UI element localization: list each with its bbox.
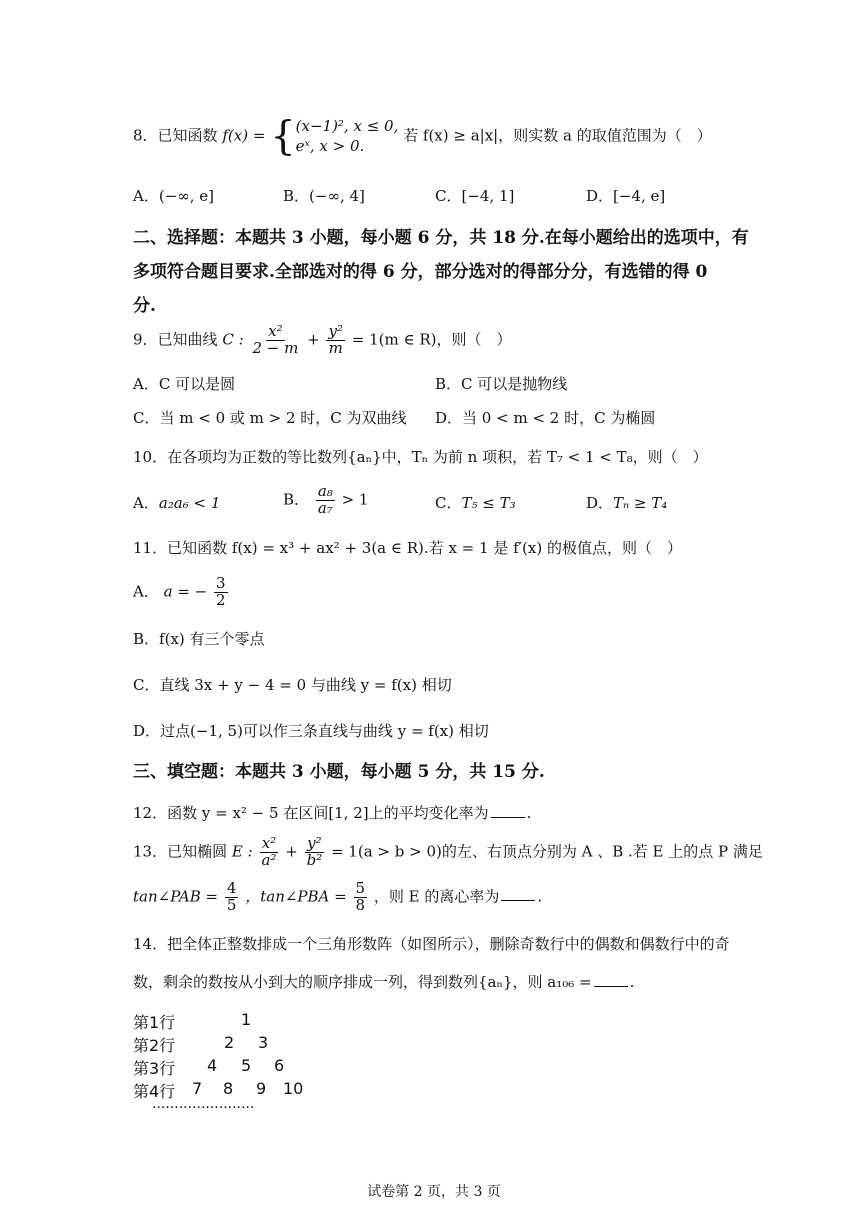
q8-option-c-label: C． xyxy=(435,187,462,205)
triangle-row-2-num-1: 2 xyxy=(224,1033,235,1052)
q10-option-b-fraction xyxy=(316,484,335,517)
q13-fraction-2-den: b² xyxy=(306,850,323,869)
q10-option-b-tail: > 1 xyxy=(341,490,369,509)
page-footer: 试卷第 2 页，共 3 页 xyxy=(367,1184,501,1200)
q11-option-a-pre: a = − xyxy=(163,582,208,601)
q10-option-a-text: a₂a₆ < 1 xyxy=(158,494,221,512)
q8-option-b xyxy=(283,187,365,206)
q14-answer-blank[interactable] xyxy=(594,972,628,987)
q11-option-a-den: 2 xyxy=(216,590,226,609)
q10-option-d xyxy=(586,494,667,513)
q13-ellipse-name: E : xyxy=(231,842,253,861)
q9-fraction-2 xyxy=(326,324,345,357)
q11-option-b-label: B． xyxy=(133,630,160,648)
q11-option-d-text: 过点(−1, 5)可以作三条直线与曲线 y = f(x) 相切 xyxy=(160,722,489,740)
q14-tail: . xyxy=(629,973,635,991)
q8-option-d-label: D． xyxy=(586,187,614,205)
q8-brace: { xyxy=(270,113,296,160)
q13-tan1-num: 4 xyxy=(226,879,237,897)
q8-option-d-text: [−4, e] xyxy=(613,187,666,205)
q11-option-b xyxy=(133,630,265,649)
q12-number: 12． xyxy=(133,804,168,822)
q8-number: 8． xyxy=(133,126,158,145)
q10-stem-text: 在各项均为正数的等比数列{aₙ}中，Tₙ 为前 n 项积，若 T₇ < 1 < T₈，则（ ） xyxy=(167,448,708,466)
q13-tail: . xyxy=(537,887,543,906)
q13-tan2-num: 5 xyxy=(355,879,366,897)
q9-stem-a: 已知曲线 xyxy=(157,330,218,349)
q13-fraction-1 xyxy=(259,836,278,869)
q8-option-c xyxy=(435,187,514,206)
q8-option-a-label: A． xyxy=(133,187,159,205)
section2-line2: 多项符合题目要求.全部选对的得 6 分，部分选对的得部分分，有选错的得 0 xyxy=(133,262,708,282)
section2-line1: 二、选择题：本题共 3 小题，每小题 6 分，共 18 分.在每小题给出的选项中，有 xyxy=(133,228,749,248)
triangle-row-4-num-3: 9 xyxy=(256,1079,267,1098)
q8-function-name: f(x) = xyxy=(222,126,266,145)
q9-stem-b: = 1(m ∈ R)，则（ ） xyxy=(351,330,512,349)
triangle-row-1-label: 第1行 xyxy=(133,1013,176,1032)
q9-option-c-label: C． xyxy=(133,409,160,427)
q9-number: 9． xyxy=(133,330,158,349)
q10-option-d-text: Tₙ ≥ T₄ xyxy=(613,494,668,512)
q13-answer-blank[interactable] xyxy=(501,886,535,901)
q8-option-a-text: (−∞, e] xyxy=(158,187,215,205)
q8-piece-1: (x−1)², x ≤ 0, xyxy=(295,117,399,135)
q11-option-c xyxy=(133,676,452,695)
q9-curve-name: C : xyxy=(222,330,244,349)
q9-option-a-text: C 可以是圆 xyxy=(158,375,236,393)
q8-option-d xyxy=(586,187,665,206)
q13-number: 13． xyxy=(133,842,168,861)
q8-piece-2: eˣ, x > 0. xyxy=(295,137,365,156)
q10-stem xyxy=(133,448,708,467)
q10-option-c xyxy=(435,494,516,513)
triangle-row-3-num-1: 4 xyxy=(207,1056,218,1075)
q8-piecewise xyxy=(296,116,399,157)
q14-line1 xyxy=(133,935,730,954)
triangle-row-4-num-1: 7 xyxy=(192,1079,203,1098)
q10-option-d-label: D． xyxy=(586,494,614,512)
q9-option-d xyxy=(435,409,655,428)
q13-stem xyxy=(133,836,763,869)
triangle-row-3-num-3: 6 xyxy=(274,1056,285,1075)
triangle-row-3-num-2: 5 xyxy=(241,1056,252,1075)
q11-stem xyxy=(133,539,682,558)
q13-stem-b: = 1(a > b > 0)的左、右顶点分别为 A 、B .若 E 上的点 P 满足 xyxy=(330,842,763,861)
q10-option-a-label: A． xyxy=(133,494,159,512)
triangle-row-1-num-1: 1 xyxy=(241,1010,252,1029)
q13-stem-a: 已知椭圆 xyxy=(167,842,228,861)
q11-option-c-label: C． xyxy=(133,676,160,694)
q13-tan1-den: 5 xyxy=(226,895,237,914)
q10-option-b-den: a₇ xyxy=(317,498,333,517)
q10-option-b-label: B． xyxy=(283,490,310,509)
q9-fraction-1-den: 2 − m xyxy=(252,338,299,357)
q11-option-a xyxy=(133,576,230,609)
section3-title: 三、填空题：本题共 3 小题，每小题 5 分，共 15 分. xyxy=(133,762,545,782)
q14-line2 xyxy=(133,972,634,992)
q8-option-a xyxy=(133,187,214,206)
q13-stem-c: ，则 E 的离心率为 xyxy=(373,887,500,906)
q10-option-c-label: C． xyxy=(435,494,462,512)
q9-option-c-text: 当 m < 0 或 m > 2 时，C 为双曲线 xyxy=(159,409,407,427)
q13-fraction-1-num: x² xyxy=(261,834,277,852)
q9-stem xyxy=(133,324,511,357)
q11-option-b-text: f(x) 有三个零点 xyxy=(159,630,265,648)
q8-stem xyxy=(133,113,712,160)
q8-stem-b: 若 f(x) ≥ a|x|，则实数 a 的取值范围为（ ） xyxy=(403,126,712,145)
q13-tan2: ，tan∠PBA = xyxy=(245,887,347,906)
q14-number: 14． xyxy=(133,935,168,953)
q9-option-a-label: A． xyxy=(133,375,159,393)
q13-tan1: tan∠PAB = xyxy=(133,887,219,906)
q12-answer-blank[interactable] xyxy=(491,803,525,818)
triangle-row-4-label: 第4行 xyxy=(133,1082,176,1101)
q12-stem xyxy=(133,803,531,823)
q14-line2-text: 数，剩余的数按从小到大的顺序排成一列，得到数列{aₙ}，则 a₁₀₆ = xyxy=(133,973,592,991)
triangle-continuation-dots: ······················· xyxy=(152,1100,255,1116)
q13-fraction-2 xyxy=(305,836,325,869)
section2-line3: 分. xyxy=(133,296,156,316)
q10-option-b xyxy=(283,484,368,517)
q11-option-d xyxy=(133,722,489,741)
triangle-row-4-num-4: 10 xyxy=(283,1079,304,1098)
q9-option-b-text: C 可以是抛物线 xyxy=(461,375,568,393)
q9-fraction-2-den: m xyxy=(328,338,343,357)
q13-tan1-fraction xyxy=(225,881,239,914)
q10-option-b-num: a₈ xyxy=(317,482,333,500)
q8-option-b-label: B． xyxy=(283,187,310,205)
q13-tan2-fraction xyxy=(354,881,368,914)
triangle-row-2-num-2: 3 xyxy=(258,1033,269,1052)
q13-tan2-den: 8 xyxy=(355,895,366,914)
triangle-row-4-num-2: 8 xyxy=(223,1079,234,1098)
q13-line2 xyxy=(133,881,542,914)
q11-option-a-fraction xyxy=(214,576,228,609)
q9-option-b xyxy=(435,375,567,394)
q14-line1-text: 把全体正整数排成一个三角形数阵（如图所示），删除奇数行中的偶数和偶数行中的奇 xyxy=(167,935,730,953)
q13-fraction-2-num: y² xyxy=(307,834,322,852)
q11-option-a-num: 3 xyxy=(216,574,226,592)
q13-fraction-1-den: a² xyxy=(261,850,277,869)
q9-fraction-2-num: y² xyxy=(328,322,343,340)
q9-fraction-1 xyxy=(250,324,300,357)
q9-option-b-label: B． xyxy=(435,375,462,393)
q13-plus: + xyxy=(285,842,298,861)
q9-option-d-label: D． xyxy=(435,409,463,427)
q10-number: 10． xyxy=(133,448,168,466)
q9-option-c xyxy=(133,409,407,428)
q10-option-c-text: T₅ ≤ T₃ xyxy=(461,494,516,512)
triangle-row-3-label: 第3行 xyxy=(133,1059,176,1078)
q8-option-b-text: (−∞, 4] xyxy=(309,187,365,205)
q11-stem-text: 已知函数 f(x) = x³ + ax² + 3(a ∈ R).若 x = 1 是 f′(x) 的极值点，则（ ） xyxy=(167,539,682,557)
q8-option-c-text: [−4, 1] xyxy=(461,187,515,205)
q9-fraction-1-num: x² xyxy=(268,322,283,340)
q10-option-a xyxy=(133,494,220,513)
q9-option-d-text: 当 0 < m < 2 时，C 为椭圆 xyxy=(462,409,656,427)
q9-option-a xyxy=(133,375,235,394)
q11-number: 11． xyxy=(133,539,168,557)
q11-option-c-text: 直线 3x + y − 4 = 0 与曲线 y = f(x) 相切 xyxy=(159,676,452,694)
q12-tail: . xyxy=(526,804,532,822)
q11-option-d-label: D． xyxy=(133,722,161,740)
q8-stem-a: 已知函数 xyxy=(157,126,218,145)
q12-stem-text: 函数 y = x² − 5 在区间[1, 2]上的平均变化率为 xyxy=(167,804,489,822)
q9-plus: + xyxy=(307,330,320,349)
triangle-row-2-label: 第2行 xyxy=(133,1036,176,1055)
q11-option-a-label: A． xyxy=(133,582,159,601)
